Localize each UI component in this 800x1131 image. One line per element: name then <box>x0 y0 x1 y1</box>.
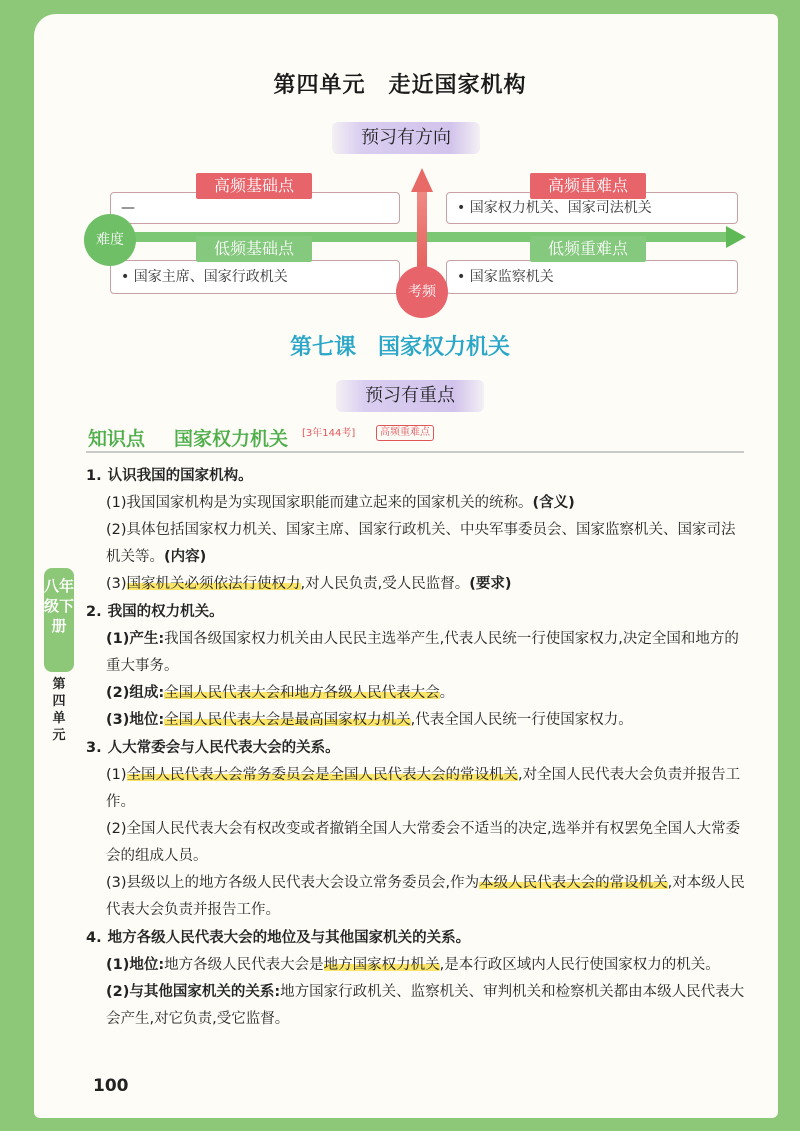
knowledge-point-note: [3年144考] <box>302 428 356 439</box>
section-title: 我国的权力机关。 <box>107 604 224 620</box>
lesson-title: 第七课 国家权力机关 <box>289 335 510 360</box>
knowledge-point-header <box>86 424 746 450</box>
preview-direction-banner: 预习有方向 <box>332 122 480 154</box>
high-difficult-tag: 高频重难点 <box>530 173 646 199</box>
high-difficult-box: • 国家权力机关、国家司法机关 <box>446 192 738 224</box>
section-title: 地方各级人民代表大会的地位及与其他国家机关的关系。 <box>107 930 471 946</box>
grade-side-tab: 八年级下册 <box>44 568 74 672</box>
low-basic-tag: 低频基础点 <box>196 236 312 262</box>
low-basic-box: • 国家主席、国家行政机关 <box>110 260 400 294</box>
knowledge-point-label: 知识点 <box>88 428 146 450</box>
list-item: (1)地位:地方各级人民代表大会是地方国家权力机关,是本行政区域内人民行使国家权力的机关。 <box>106 957 720 973</box>
page-number: 100 <box>93 1076 129 1096</box>
list-item: (2)与其他国家机关的关系:地方国家行政机关、监察机关、审判机关和检察机关都由本级人民代表大会产生,对它负责,受它监督。 <box>106 984 745 1027</box>
section-heading <box>86 925 748 952</box>
content-body <box>86 462 748 1033</box>
low-difficult-tag: 低频重难点 <box>530 236 646 262</box>
divider <box>86 451 744 453</box>
frequency-difficulty-diagram <box>0 0 800 320</box>
section-heading <box>86 735 748 762</box>
section-heading <box>86 463 748 490</box>
unit-side-label: 第四单元 <box>52 677 66 743</box>
knowledge-point-badge: 高频重难点 <box>376 425 434 441</box>
section-title: 认识我国的国家机构。 <box>107 468 253 484</box>
difficulty-axis-arrow-icon <box>726 226 746 248</box>
list-item: (1)我国国家机构是为实现国家职能而建立起来的国家机关的统称。(含义) <box>106 495 575 511</box>
low-difficult-box: • 国家监察机关 <box>446 260 738 294</box>
list-item: (1)全国人民代表大会常务委员会是全国人民代表大会的常设机关,对全国人民代表大会负责并报告工作。 <box>106 767 741 810</box>
section-title: 人大常委会与人民代表大会的关系。 <box>107 740 340 756</box>
section-number: 2. <box>86 604 102 620</box>
section-number: 1. <box>86 468 102 484</box>
list-item: (2)具体包括国家权力机关、国家主席、国家行政机关、中央军事委员会、国家监察机关、国家司法机关等。(内容) <box>106 522 736 565</box>
list-item: (2)全国人民代表大会有权改变或者撤销全国人大常委会不适当的决定,选举并有权罢免全国人大常委会的组成人员。 <box>106 821 741 864</box>
section-heading <box>86 599 748 626</box>
section-number: 3. <box>86 740 102 756</box>
frequency-axis-arrow-icon <box>411 168 433 192</box>
difficulty-circle: 难度 <box>84 214 136 266</box>
preview-key-banner: 预习有重点 <box>336 380 484 412</box>
section-number: 4. <box>86 930 102 946</box>
high-basic-tag: 高频基础点 <box>196 173 312 199</box>
list-item: (3)国家机关必须依法行使权力,对人民负责,受人民监督。(要求) <box>106 576 512 592</box>
list-item: (2)组成:全国人民代表大会和地方各级人民代表大会。 <box>106 685 455 701</box>
list-item: (1)产生:我国各级国家权力机关由人民民主选举产生,代表人民统一行使国家权力,决定全国和地方的重大事务。 <box>106 631 739 674</box>
high-basic-box: — <box>110 192 400 224</box>
knowledge-point-name: 国家权力机关 <box>174 428 289 450</box>
frequency-circle: 考频 <box>396 266 448 318</box>
list-item: (3)县级以上的地方各级人民代表大会设立常务委员会,作为本级人民代表大会的常设机关,对本级人民代表大会负责并报告工作。 <box>106 875 745 918</box>
list-item: (3)地位:全国人民代表大会是最高国家权力机关,代表全国人民统一行使国家权力。 <box>106 712 633 728</box>
unit-title: 第四单元 走近国家机构 <box>273 73 527 98</box>
